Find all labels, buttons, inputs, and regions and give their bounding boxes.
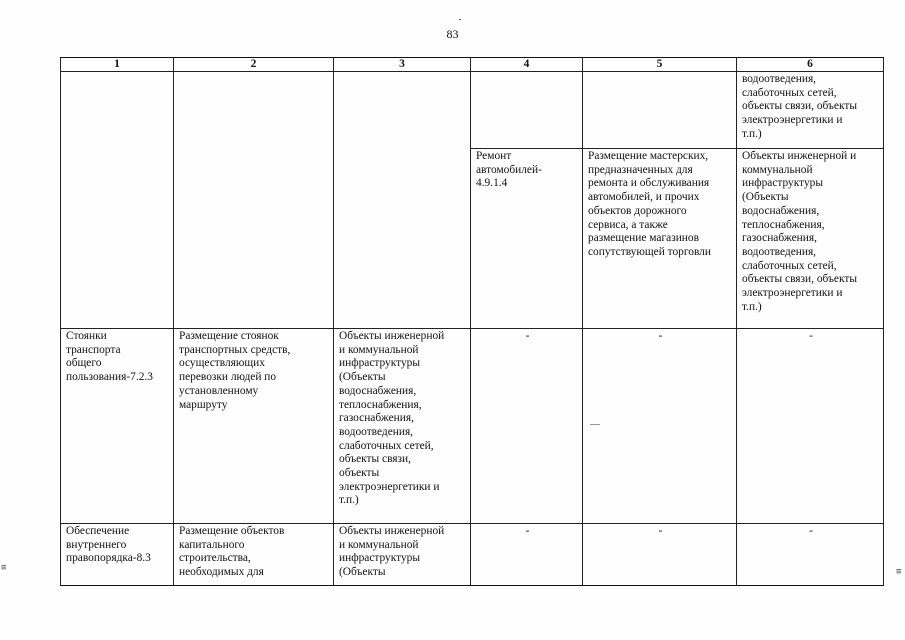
page-number: 83 (446, 27, 459, 41)
table-cell (583, 329, 737, 524)
cell-text: Объекты инженерной и коммунальной инфраструктуры (Объекты водоснабжения, теплоснабжения, газоснабжения, водоотведения, слаботочных сетей, объекты связи, объекты электроэнергетики и т.п.) (742, 150, 857, 313)
cell-text: Размещение объектов капитального строительства, необходимых для (179, 525, 285, 579)
cell-text: Ремонт автомобилей- 4.9.1.4 (476, 150, 542, 190)
cell-text: Размещение мастерских, предназначенных для ремонта и обслуживания автомобилей, и прочих объектов дорожного сервиса, а также размещение магазинов сопутствующей торговли (588, 150, 711, 258)
cell-text: Объекты инженерной и коммунальной инфраструктуры (Объекты (339, 525, 445, 579)
table-cell (61, 524, 174, 586)
cell-text: Обеспечение внутреннего правопорядка-8.3 (66, 525, 151, 565)
table-cell (334, 524, 471, 586)
cell-text: Объекты инженерной и коммунальной инфраструктуры (Объекты водоснабжения, теплоснабжения, газоснабжения, водоотведения, слаботочных сетей, объекты связи, объекты электроэнергетики и т.п.) (339, 330, 445, 507)
empty-cell (61, 72, 174, 329)
table-cell (174, 524, 334, 586)
table-cell (737, 149, 884, 329)
table-cell (471, 149, 583, 329)
left-edge-mark: ≡ (1, 563, 7, 573)
table-row (61, 524, 884, 586)
table-cell (471, 524, 583, 586)
table-cell (583, 524, 737, 586)
column-number-row (61, 58, 884, 72)
table-cell (471, 329, 583, 524)
column-number: 2 (174, 58, 334, 72)
empty-cell (471, 72, 583, 149)
cell-text: водоотведения, слаботочных сетей, объекты связи, объекты электроэнергетики и т.п.) (742, 73, 857, 140)
cell-text: Размещение стоянок транспортных средств, осуществляющих перевозки людей по установленному маршруту (179, 330, 291, 411)
table-cell (334, 329, 471, 524)
empty-cell (334, 72, 471, 329)
column-number: 6 (737, 58, 884, 72)
column-number: 1 (61, 58, 174, 72)
dash-value: - (525, 525, 530, 537)
table-cell (174, 329, 334, 524)
table-cell (737, 524, 884, 586)
dash-value: - (525, 330, 530, 342)
land-use-table (60, 57, 884, 586)
column-number: 3 (334, 58, 471, 72)
scan-speck (459, 19, 461, 20)
empty-cell (174, 72, 334, 329)
dash-value: - (658, 525, 663, 537)
table-cell (61, 329, 174, 524)
dash-value: - (658, 330, 663, 342)
column-number: 5 (583, 58, 737, 72)
right-edge-mark: ≡ (896, 567, 902, 577)
scan-mark (590, 424, 600, 425)
table-row (61, 329, 884, 524)
dash-value: - (809, 525, 813, 537)
table-cell (583, 149, 737, 329)
table-cell (737, 329, 884, 524)
dash-value: - (809, 330, 813, 342)
empty-cell (583, 72, 737, 149)
table-row (61, 72, 884, 149)
cell-text: Стоянки транспорта общего пользования-7.2.3 (66, 330, 153, 384)
continuation-cell (737, 72, 884, 149)
column-number: 4 (471, 58, 583, 72)
